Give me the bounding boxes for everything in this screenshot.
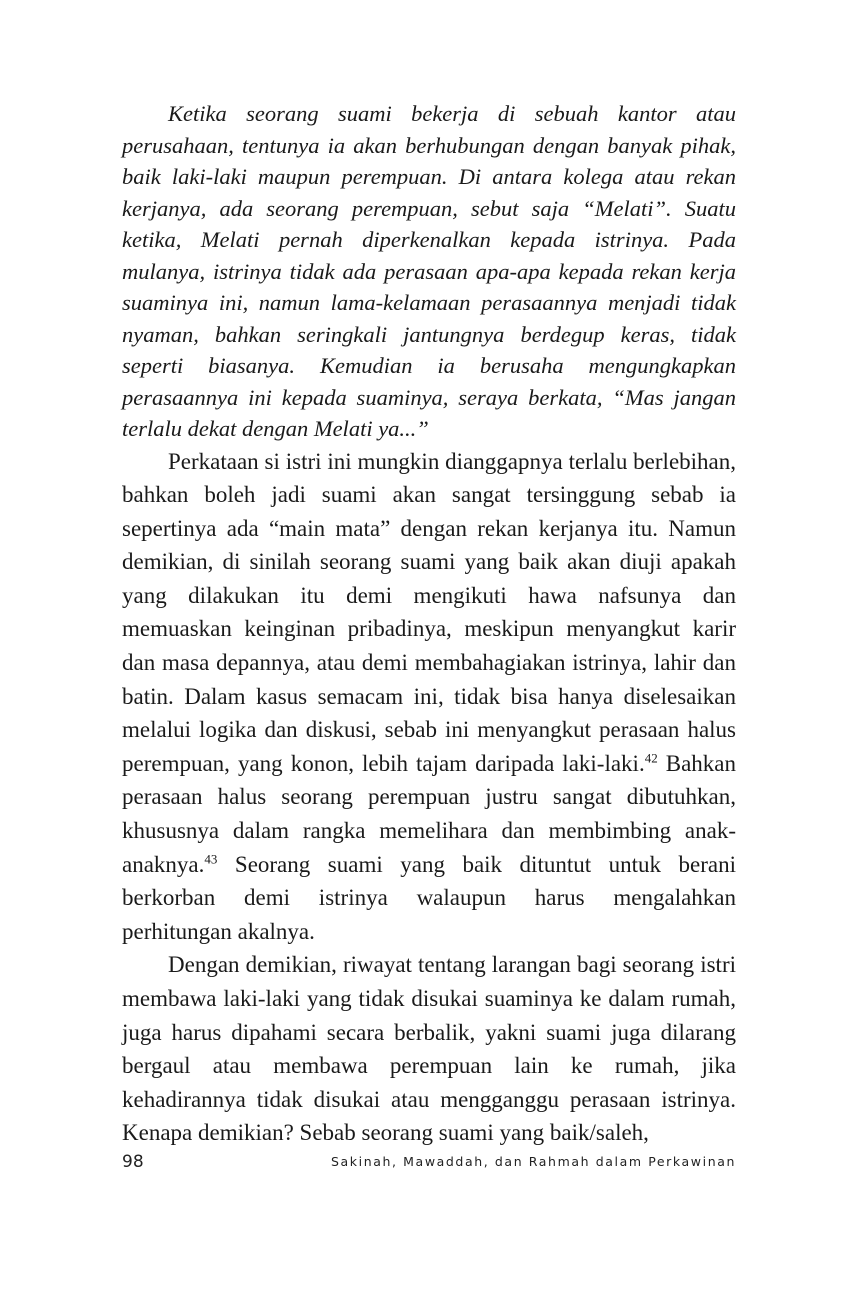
footnote-ref-43[interactable]: 43 xyxy=(204,850,218,866)
body-paragraph-3: Dengan demikian, riwayat tentang larangan bagi seorang istri membawa laki-laki yang tidak disukai suaminya ke dalam rumah, juga harus dipahami secara berbalik, yakni suami juga dilarang bergaul atau membawa perempuan lain ke rumah, jika kehadirannya tidak disukai atau mengganggu perasaan istrinya. Kenapa demikian? Sebab seorang suami yang baik/saleh, xyxy=(122,952,736,1146)
body-paragraph-2 xyxy=(122,445,736,949)
intro-paragraph: Ketika seorang suami bekerja di sebuah kantor atau perusahaan, tentunya ia akan berhubungan dengan banyak pihak, baik laki-laki maupun perempuan. Di antara kolega atau rekan kerjanya, ada seorang perempuan, sebut saja “Melati”. Suatu ketika, Melati pernah diperkenalkan kepada istrinya. Pada mulanya, istrinya tidak ada perasaan apa-apa kepada rekan kerja suaminya ini, namun lama-kelamaan perasaannya menjadi tidak nyaman, bahkan seringkali jantungnya berdegup keras, tidak seperti biasanya. Kemudian ia berusaha mengungkapkan perasaannya ini kepada suaminya, seraya berkata, “Mas jangan terlalu dekat dengan Melati ya...” xyxy=(122,101,736,441)
page-body xyxy=(122,98,736,1150)
paragraph-2-part-3: Seorang suami yang baik dituntut untuk berani berkorban demi istrinya walaupun harus mengalahkan perhitungan akalnya. xyxy=(122,851,736,944)
footnote-ref-42[interactable]: 42 xyxy=(644,750,658,766)
paragraph-2-part-1: Perkataan si istri ini mungkin dianggapnya terlalu berlebihan, bahkan boleh jadi suami akan sangat tersinggung sebab ia sepertinya ada “main mata” dengan rekan kerjanya itu. Namun demikian, di sinilah seorang suami yang baik akan diuji apakah yang dilakukan itu demi mengikuti hawa nafsunya dan memuaskan keinginan pribadinya, meskipun menyangkut karir dan masa depannya, atau demi membahagiakan istrinya, lahir dan batin. Dalam kasus semacam ini, tidak bisa hanya diselesaikan melalui logika dan diskusi, sebab ini menyangkut perasaan halus perempuan, yang konon, lebih tajam daripada laki-laki. xyxy=(122,448,736,776)
running-title: Sakinah, Mawaddah, dan Rahmah dalam Perkawinan xyxy=(331,1154,736,1169)
page-footer xyxy=(122,1152,736,1176)
paragraph-2-part-2: Bahkan perasaan halus seorang perempuan justru sangat dibutuhkan, khususnya dalam rangka memelihara dan membimbing anak-anaknya. xyxy=(122,750,736,877)
page-number: 98 xyxy=(122,1152,144,1172)
